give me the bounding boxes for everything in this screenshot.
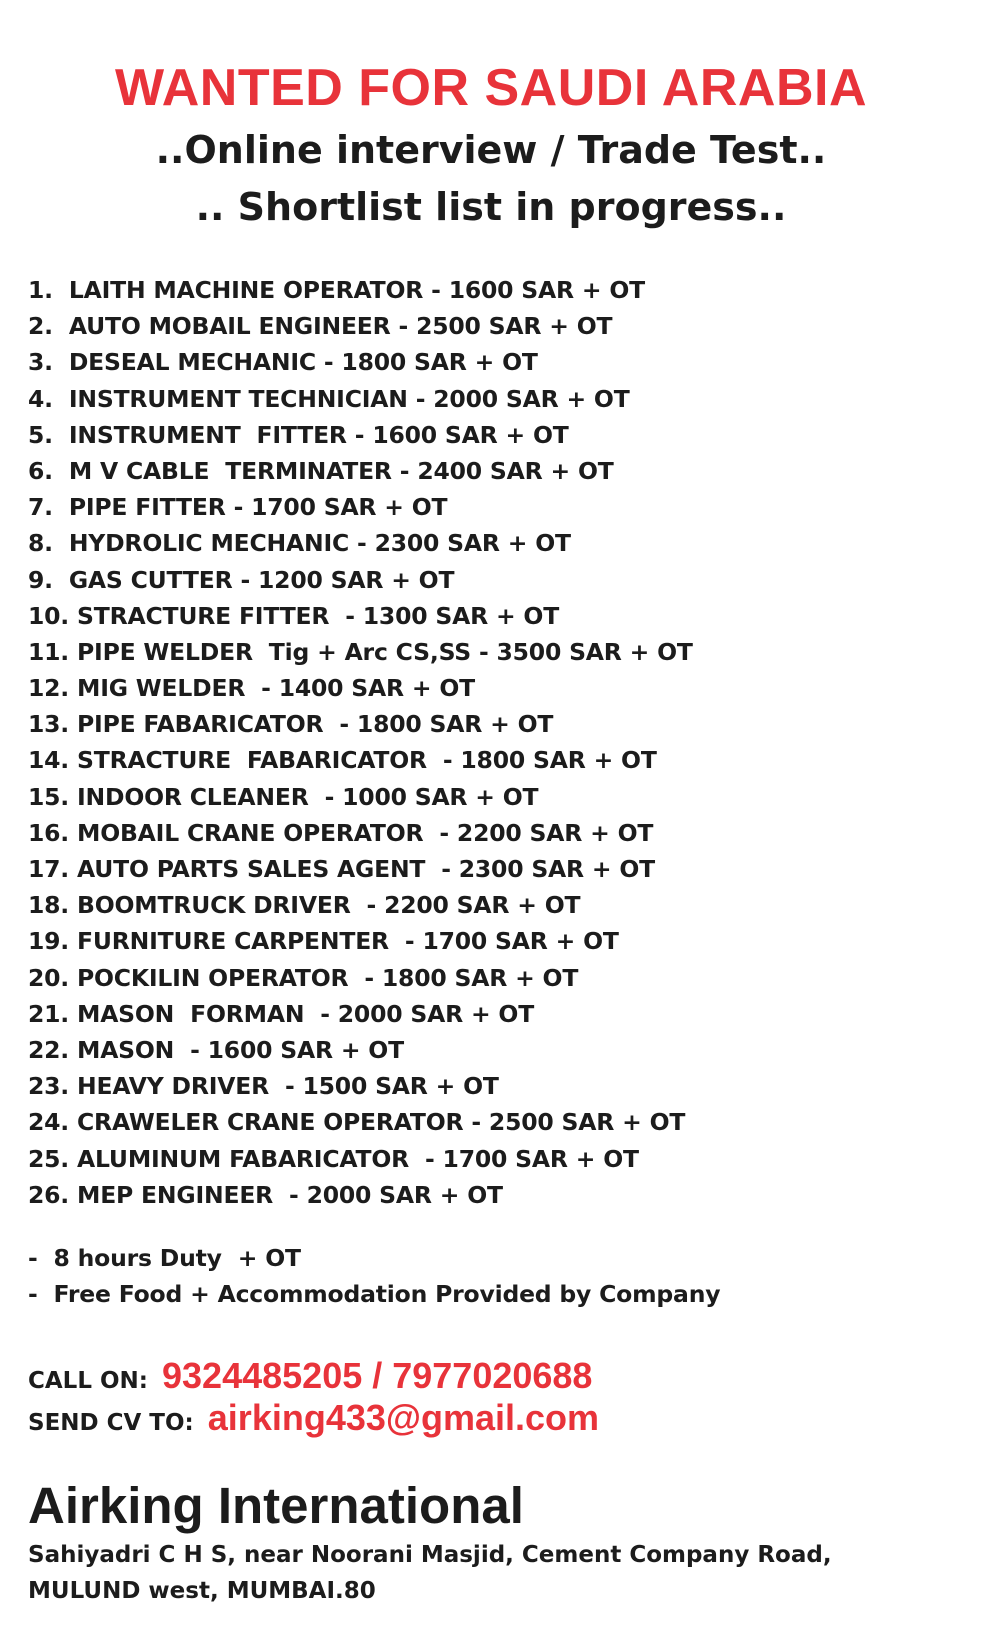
job-item: 11. PIPE WELDER Tig + Arc CS,SS - 3500 SAR + OT	[28, 637, 693, 666]
job-item: 13. PIPE FABARICATOR - 1800 SAR + OT	[28, 710, 554, 739]
job-item: 3. DESEAL MECHANIC - 1800 SAR + OT	[28, 348, 538, 377]
company-address: Sahiyadri C H S, near Noorani Masjid, Cement Company Road, MULUND west, MUMBAI.80	[28, 1542, 832, 1604]
job-item: 23. HEAVY DRIVER - 1500 SAR + OT	[28, 1072, 499, 1101]
job-list	[28, 272, 693, 1213]
company-name: Airking International	[28, 1477, 524, 1534]
job-item: 18. BOOMTRUCK DRIVER - 2200 SAR + OT	[28, 891, 581, 920]
email-address[interactable]: airking433@gmail.com	[207, 1397, 600, 1438]
job-item: 8. HYDROLIC MECHANIC - 2300 SAR + OT	[28, 529, 571, 558]
job-item: 5. INSTRUMENT FITTER - 1600 SAR + OT	[28, 420, 569, 449]
email-label: SEND CV TO:	[28, 1410, 194, 1436]
benefits-list	[28, 1240, 720, 1312]
poster-subtitle-interview: ..Online interview / Trade Test..	[155, 128, 827, 172]
job-item: 10. STRACTURE FITTER - 1300 SAR + OT	[28, 601, 560, 630]
job-item: 7. PIPE FITTER - 1700 SAR + OT	[28, 493, 448, 522]
phone-label: CALL ON:	[28, 1368, 148, 1394]
phone-numbers[interactable]: 9324485205 / 7977020688	[162, 1355, 593, 1396]
job-item: 24. CRAWELER CRANE OPERATOR - 2500 SAR + OT	[28, 1108, 686, 1137]
benefit-item: - 8 hours Duty + OT	[28, 1244, 301, 1272]
job-item: 26. MEP ENGINEER - 2000 SAR + OT	[28, 1180, 503, 1209]
job-item: 16. MOBAIL CRANE OPERATOR - 2200 SAR + OT	[28, 818, 654, 847]
job-item: 4. INSTRUMENT TECHNICIAN - 2000 SAR + OT	[28, 384, 630, 413]
job-item: 15. INDOOR CLEANER - 1000 SAR + OT	[28, 782, 539, 811]
job-item: 25. ALUMINUM FABARICATOR - 1700 SAR + OT	[28, 1144, 639, 1173]
job-item: 21. MASON FORMAN - 2000 SAR + OT	[28, 999, 535, 1028]
job-item: 9. GAS CUTTER - 1200 SAR + OT	[28, 565, 455, 594]
job-item: 22. MASON - 1600 SAR + OT	[28, 1035, 404, 1064]
job-item: 14. STRACTURE FABARICATOR - 1800 SAR + OT	[28, 746, 657, 775]
job-item: 1. LAITH MACHINE OPERATOR - 1600 SAR + OT	[28, 276, 645, 304]
job-item: 20. POCKILIN OPERATOR - 1800 SAR + OT	[28, 963, 579, 992]
phone-contact	[28, 1355, 592, 1397]
job-item: 2. AUTO MOBAIL ENGINEER - 2500 SAR + OT	[28, 312, 613, 341]
job-item: 19. FURNITURE CARPENTER - 1700 SAR + OT	[28, 927, 619, 956]
job-item: 17. AUTO PARTS SALES AGENT - 2300 SAR + OT	[28, 855, 656, 883]
job-item: 12. MIG WELDER - 1400 SAR + OT	[28, 674, 475, 703]
email-contact	[28, 1397, 599, 1439]
job-item: 6. M V CABLE TERMINATER - 2400 SAR + OT	[28, 456, 614, 485]
poster-subtitle-shortlist: .. Shortlist list in progress..	[195, 185, 787, 229]
benefit-item: - Free Food + Accommodation Provided by Company	[28, 1280, 721, 1308]
poster-title: WANTED FOR SAUDI ARABIA	[115, 59, 867, 117]
